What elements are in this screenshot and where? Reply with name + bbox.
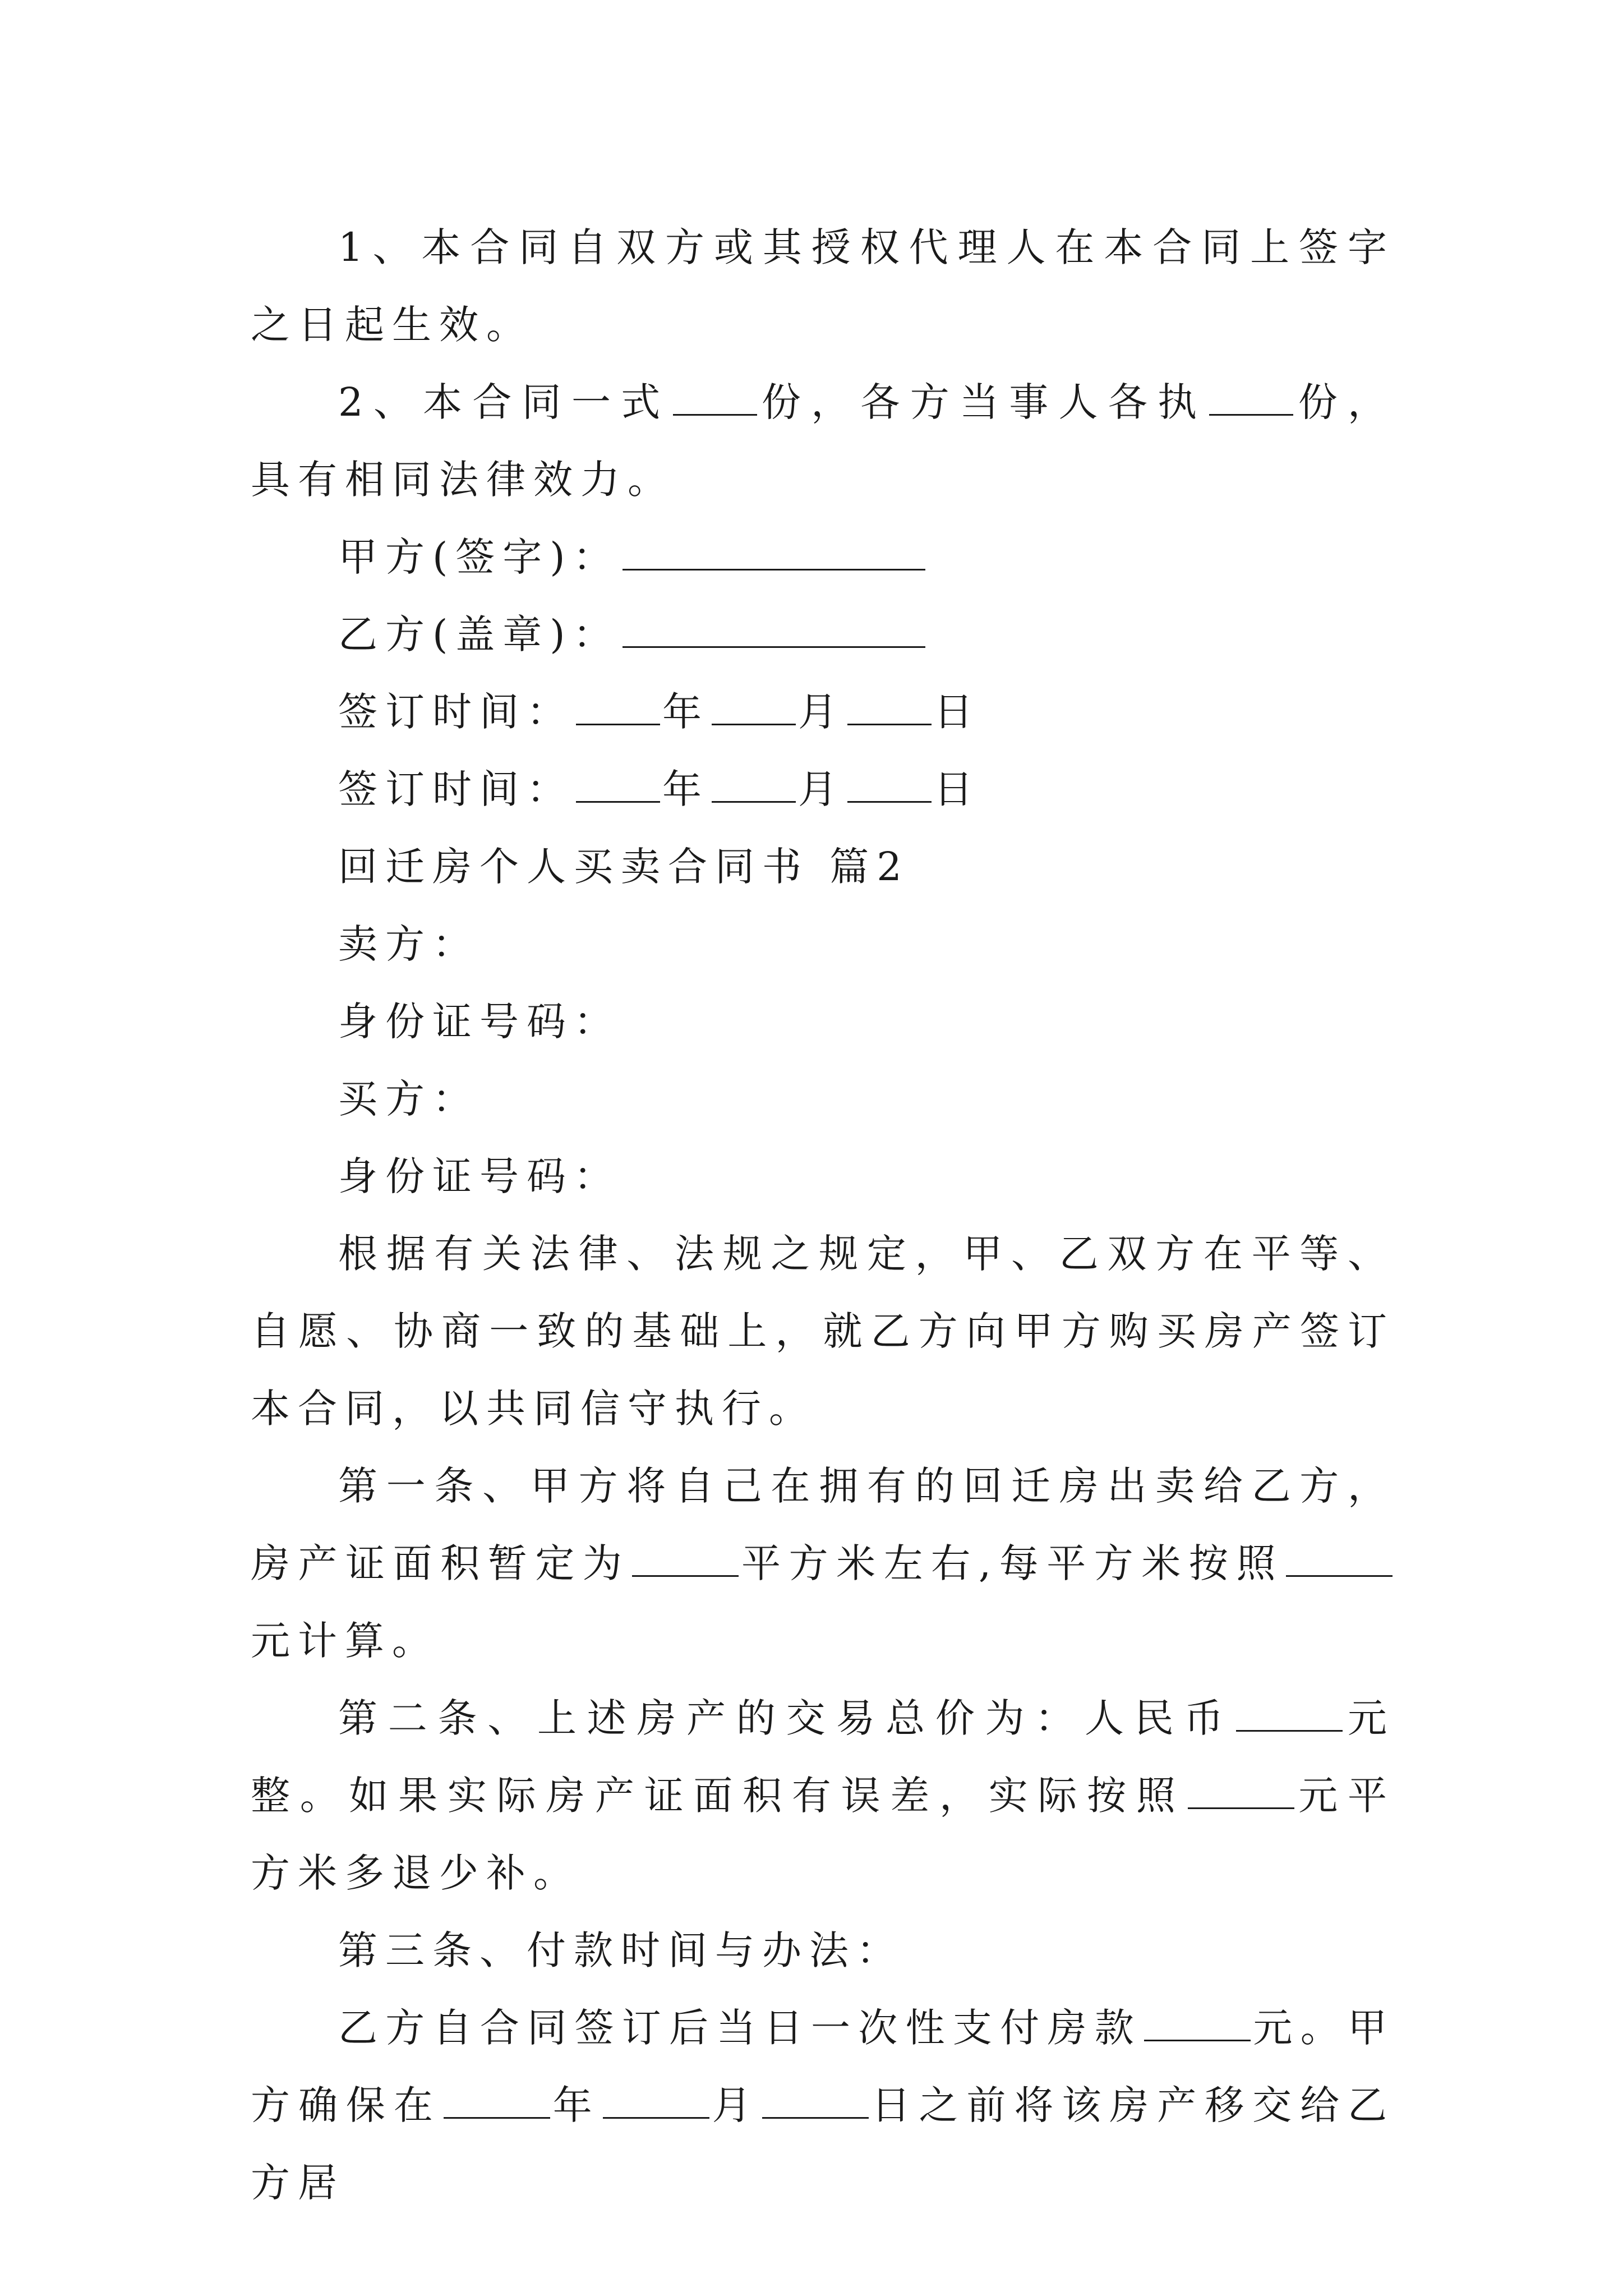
preamble-text: 根据有关法律、法规之规定，甲、乙双方在平等、自愿、协商一致的基础上，就乙方向甲方购买房产签订本合同，以共同信守执行。 bbox=[251, 1231, 1395, 1432]
article-3-title: 第三条、付款时间与办法： bbox=[338, 1927, 903, 1973]
article-1-text-3: 元计算。 bbox=[251, 1618, 439, 1664]
payment-text-2: 元。甲方确保在 bbox=[251, 2005, 1395, 2128]
handover-month-blank bbox=[603, 2081, 709, 2119]
clause-effective bbox=[251, 209, 1395, 364]
month-blank bbox=[712, 765, 796, 803]
day-blank bbox=[847, 765, 932, 803]
party-b-label: 乙方(盖章)： bbox=[338, 611, 620, 657]
clause-copies-text-3: 份，具有相同法律效力。 bbox=[251, 379, 1395, 503]
document-body bbox=[251, 209, 1395, 2221]
copies-total-blank bbox=[673, 378, 757, 416]
buyer-line: 买方： bbox=[338, 1076, 479, 1122]
party-b-seal-blank bbox=[623, 610, 925, 648]
sign-date-line-1 bbox=[251, 673, 1395, 751]
month-blank bbox=[712, 688, 796, 725]
month-label: 月 bbox=[798, 689, 845, 735]
preamble bbox=[251, 1215, 1395, 1447]
party-a-signature-line bbox=[251, 518, 1395, 596]
article-2-text-3: 元平方米多退少补。 bbox=[251, 1773, 1395, 1896]
article-2-text-2: 元整。如果实际房产证面积有误差，实际按照 bbox=[251, 1695, 1395, 1819]
adjust-price-blank bbox=[1188, 1772, 1294, 1809]
sign-date-label: 签订时间： bbox=[338, 766, 574, 812]
unit-price-blank bbox=[1286, 1539, 1393, 1577]
area-blank bbox=[632, 1539, 739, 1577]
handover-day-blank bbox=[762, 2081, 869, 2119]
sign-date-label: 签订时间： bbox=[338, 689, 574, 735]
clause-copies-text-1: 2、本合同一式 bbox=[338, 379, 671, 425]
handover-year-blank bbox=[444, 2081, 550, 2119]
copies-each-blank bbox=[1209, 378, 1293, 416]
section-heading: 回迁房个人买卖合同书 篇2 bbox=[338, 844, 910, 890]
party-a-label: 甲方(签字)： bbox=[338, 534, 620, 580]
year-label: 年 bbox=[662, 766, 709, 812]
payment-amount-blank bbox=[1144, 2004, 1251, 2041]
year-label: 年 bbox=[662, 689, 709, 735]
clause-copies bbox=[251, 364, 1395, 518]
clause-effective-text: 1、本合同自双方或其授权代理人在本合同上签字之日起生效。 bbox=[251, 224, 1395, 348]
day-blank bbox=[847, 688, 932, 725]
article-1-text-1: 第一条、甲方将自己在拥有的回迁房出卖给乙方，房产证面积暂定为 bbox=[251, 1463, 1395, 1586]
payment-text-1: 乙方自合同签订后当日一次性支付房款 bbox=[338, 2005, 1142, 2051]
payment-year-label: 年 bbox=[552, 2082, 601, 2128]
day-label: 日 bbox=[934, 689, 981, 735]
year-blank bbox=[576, 688, 660, 725]
payment-month-label: 月 bbox=[711, 2082, 760, 2128]
party-b-seal-line bbox=[251, 596, 1395, 673]
article-1 bbox=[251, 1447, 1395, 1680]
party-a-signature-blank bbox=[623, 533, 925, 570]
seller-id-line: 身份证号码： bbox=[338, 999, 621, 1045]
payment-clause bbox=[251, 1989, 1395, 2221]
payment-text-3: 日之前将该房产移交给乙方居 bbox=[251, 2082, 1395, 2206]
sign-date-line-2 bbox=[251, 751, 1395, 828]
article-1-text-2: 平方米左右,每平方米按照 bbox=[741, 1540, 1284, 1586]
article-2 bbox=[251, 1680, 1395, 1912]
clause-copies-text-2: 份，各方当事人各执 bbox=[759, 379, 1207, 425]
day-label: 日 bbox=[934, 766, 981, 812]
month-label: 月 bbox=[798, 766, 845, 812]
year-blank bbox=[576, 765, 660, 803]
seller-line: 卖方： bbox=[338, 921, 479, 967]
total-price-blank bbox=[1236, 1694, 1343, 1732]
article-2-text-1: 第二条、上述房产的交易总价为：人民币 bbox=[338, 1695, 1234, 1741]
buyer-id-line: 身份证号码： bbox=[338, 1153, 621, 1199]
